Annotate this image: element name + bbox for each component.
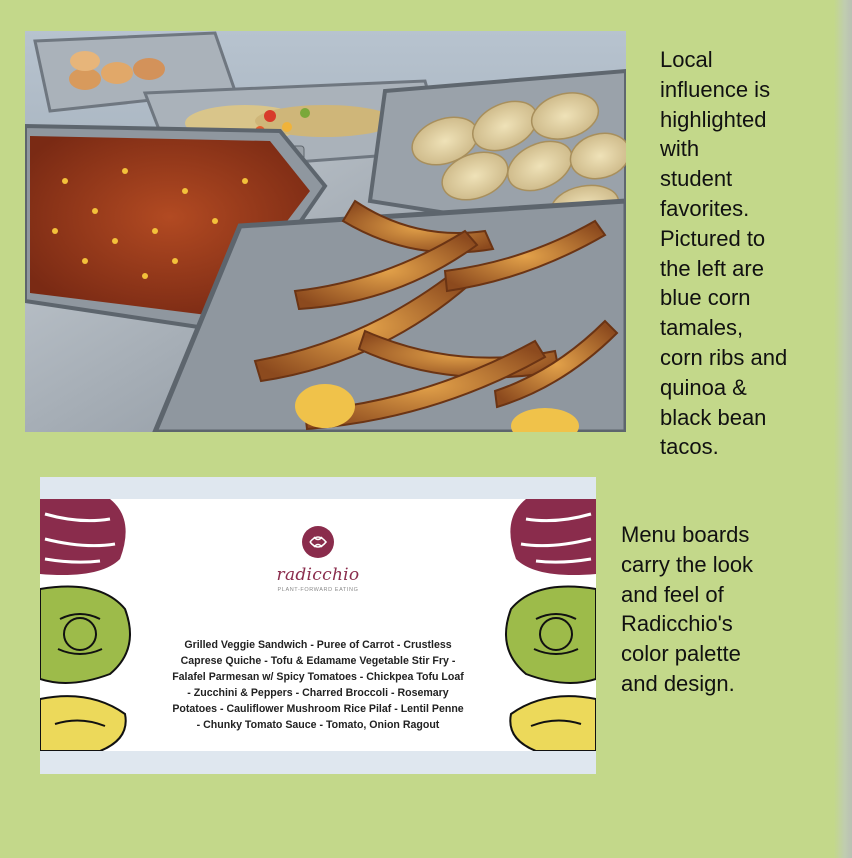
menu-line: Potatoes - Cauliflower Mushroom Rice Pilaf - Lentil Penne — [172, 703, 464, 715]
menu-line: Caprese Quiche - Tofu & Edamame Vegetable Stir Fry - — [180, 655, 456, 667]
caption-line: Local — [660, 47, 713, 72]
menu-line: Falafel Parmesan w/ Spicy Tomatoes - Chickpea Tofu Loaf — [172, 671, 464, 683]
radicchio-leaf-art-left — [40, 499, 140, 751]
caption-line: black bean — [660, 404, 767, 430]
menu-line: Grilled Veggie Sandwich - Puree of Carrot - Crustless — [184, 639, 452, 651]
caption-line: carry the look — [621, 551, 754, 577]
caption-line: tacos. — [660, 434, 719, 460]
caption-line: and design. — [621, 670, 735, 696]
caption-line: highlighted — [660, 106, 767, 132]
brand-tagline: PLANT-FORWARD EATING — [277, 587, 359, 593]
radicchio-leaf-art-right — [496, 499, 596, 751]
page-edge-strip — [834, 0, 852, 858]
radicchio-logo — [273, 525, 363, 594]
caption-line: Menu boards — [621, 522, 750, 547]
caption-line: quinoa & — [660, 374, 747, 400]
menu-board-panel — [40, 499, 596, 751]
caption-line: with — [660, 136, 700, 162]
radicchio-head-icon — [301, 525, 335, 559]
caption-line: Radicchio's — [621, 611, 733, 637]
caption-line: favorites. — [660, 195, 750, 221]
caption-line: student — [660, 166, 733, 192]
menu-board — [40, 477, 596, 774]
menu-line: - Chunky Tomato Sauce - Tomato, Onion Ragout — [196, 719, 440, 731]
brand-name: radicchio — [276, 565, 360, 585]
caption-line: tamales, — [660, 315, 744, 341]
caption-line: and feel of — [621, 581, 724, 607]
caption-local-influence — [660, 45, 820, 462]
caption-line: corn ribs and — [660, 344, 788, 370]
food-photo — [25, 31, 626, 432]
menu-line: - Zucchini & Peppers - Charred Broccoli - Rosemary — [187, 687, 449, 699]
caption-line: influence is — [660, 76, 771, 102]
caption-menu-boards — [621, 520, 791, 699]
menu-items — [148, 637, 488, 733]
caption-line: Pictured to — [660, 225, 766, 251]
caption-line: the left are — [660, 255, 764, 281]
caption-line: blue corn — [660, 285, 751, 311]
caption-line: color palette — [621, 641, 741, 667]
